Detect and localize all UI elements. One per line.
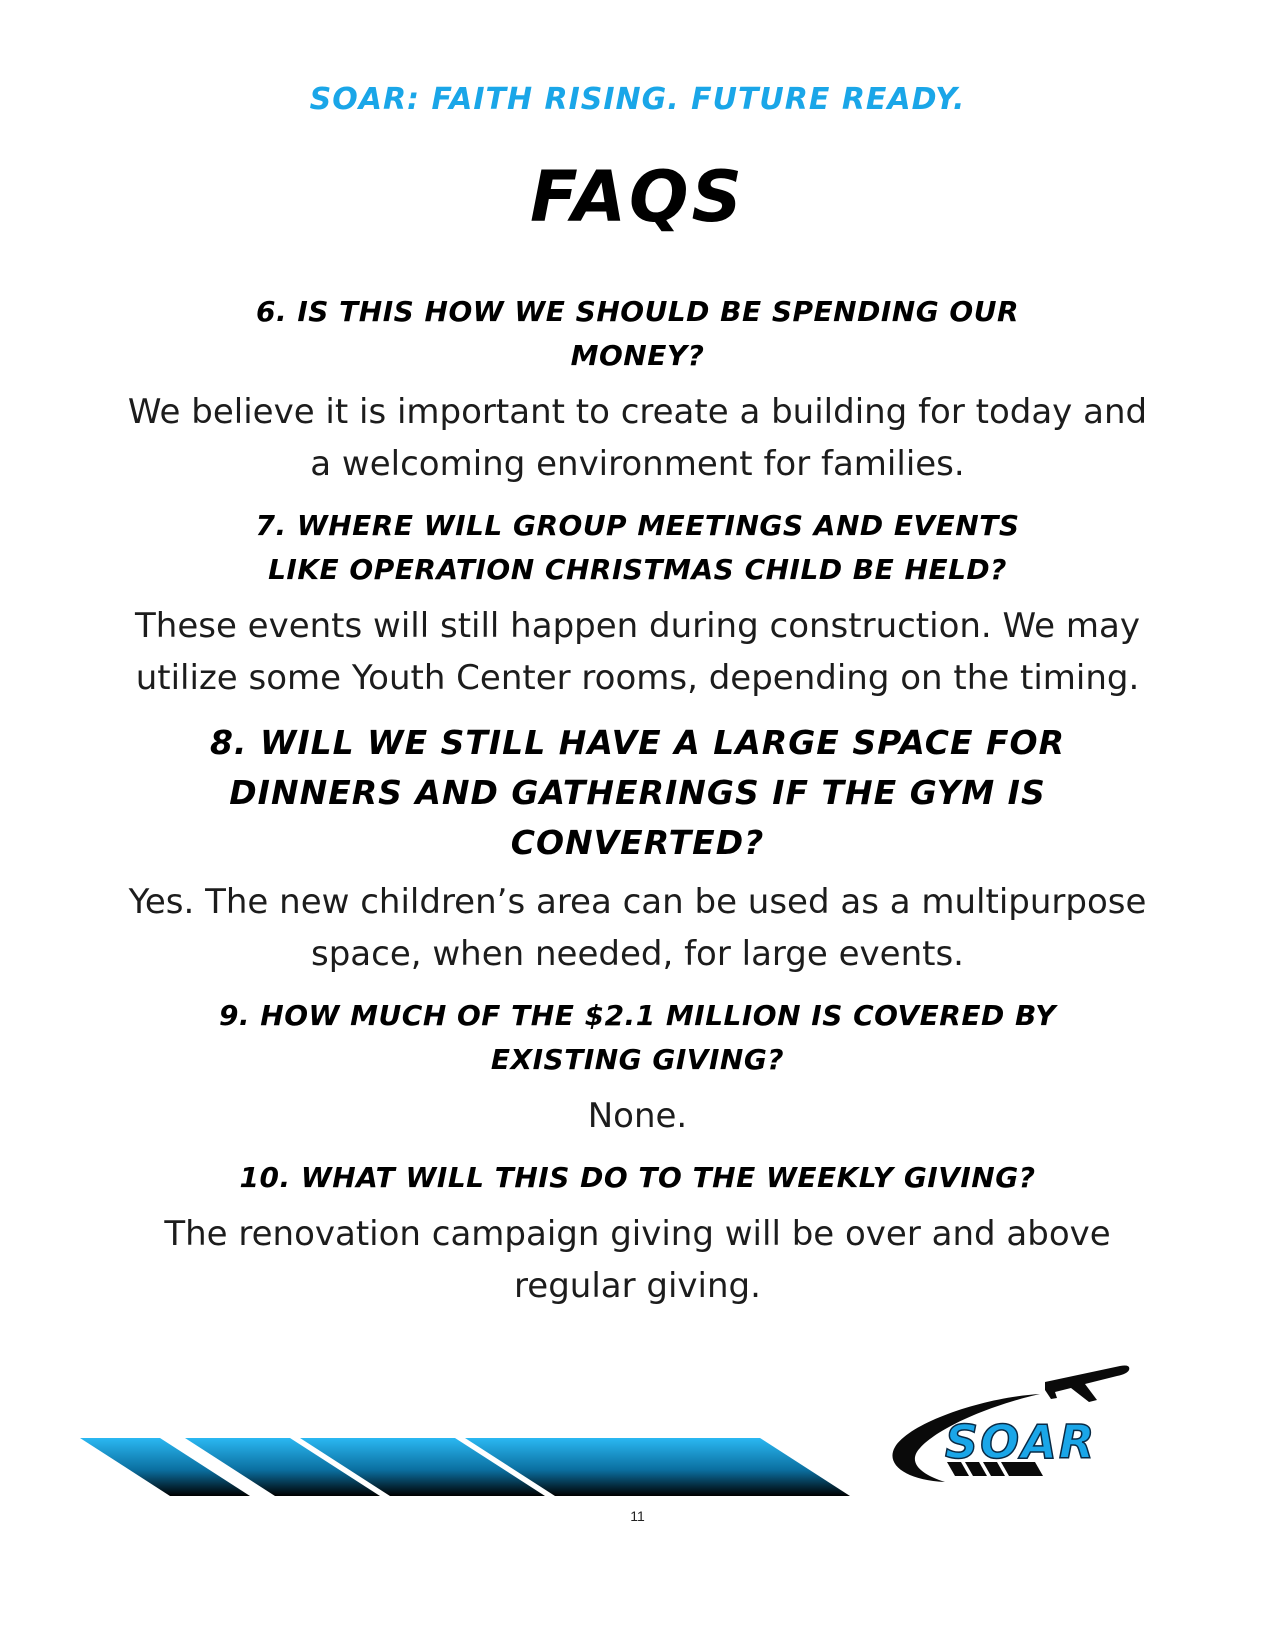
faq-answer (80, 600, 1195, 704)
faq-answer-line: a welcoming environment for families. (310, 444, 965, 484)
faq-question-line: DINNERS AND GATHERINGS IF THE GYM IS (229, 773, 1046, 812)
faq-question-line: 10. WHAT WILL THIS DO TO THE WEEKLY GIVING? (239, 1161, 1036, 1194)
faq-item-8 (80, 718, 1195, 980)
faq-answer-line: space, when needed, for large events. (311, 934, 964, 974)
faq-item-10 (80, 1156, 1195, 1312)
faq-answer (80, 1090, 1195, 1142)
faq-answer-line: None. (587, 1096, 688, 1136)
footer-stripes (0, 1430, 860, 1500)
faq-answer-line: The renovation campaign giving will be over and above (164, 1214, 1111, 1254)
faq-answer (80, 1208, 1195, 1312)
faq-question-line: 6. IS THIS HOW WE SHOULD BE SPENDING OUR (255, 295, 1020, 328)
faq-answer (80, 876, 1195, 980)
faq-item-7 (80, 504, 1195, 704)
faq-list (80, 290, 1195, 1326)
faq-question (80, 504, 1195, 592)
airplane-icon (1045, 1366, 1129, 1403)
page-title: FAQS (530, 156, 745, 238)
faq-answer-line: We believe it is important to create a building for today and (127, 392, 1148, 432)
faq-question-line: 9. HOW MUCH OF THE $2.1 MILLION IS COVERED BY (218, 999, 1057, 1032)
faq-answer-line: regular giving. (514, 1266, 761, 1306)
faq-question-line: CONVERTED? (510, 823, 765, 862)
faq-answer-line: utilize some Youth Center rooms, depending on the timing. (135, 658, 1140, 698)
faq-question-line: 7. WHERE WILL GROUP MEETINGS AND EVENTS (255, 509, 1020, 542)
faq-question (80, 718, 1195, 868)
page-number: 11 (630, 1508, 645, 1524)
campaign-tagline: SOAR: FAITH RISING. FUTURE READY. (309, 82, 966, 117)
faq-question-line: 8. WILL WE STILL HAVE A LARGE SPACE FOR (209, 723, 1066, 762)
faq-answer (80, 386, 1195, 490)
faq-answer-line: Yes. The new children’s area can be used as a multipurpose (128, 882, 1147, 922)
faq-question (80, 1156, 1195, 1200)
faq-question-line: LIKE OPERATION CHRISTMAS CHILD BE HELD? (268, 553, 1007, 586)
logo-wordmark: SOAR (945, 1415, 1097, 1469)
faq-question-line: EXISTING GIVING? (490, 1043, 785, 1076)
faq-question (80, 290, 1195, 378)
faq-item-9 (80, 994, 1195, 1142)
faq-answer-line: These events will still happen during construction. We may (135, 606, 1140, 646)
faq-question (80, 994, 1195, 1082)
faq-question-line: MONEY? (570, 339, 705, 372)
faq-item-6 (80, 290, 1195, 490)
